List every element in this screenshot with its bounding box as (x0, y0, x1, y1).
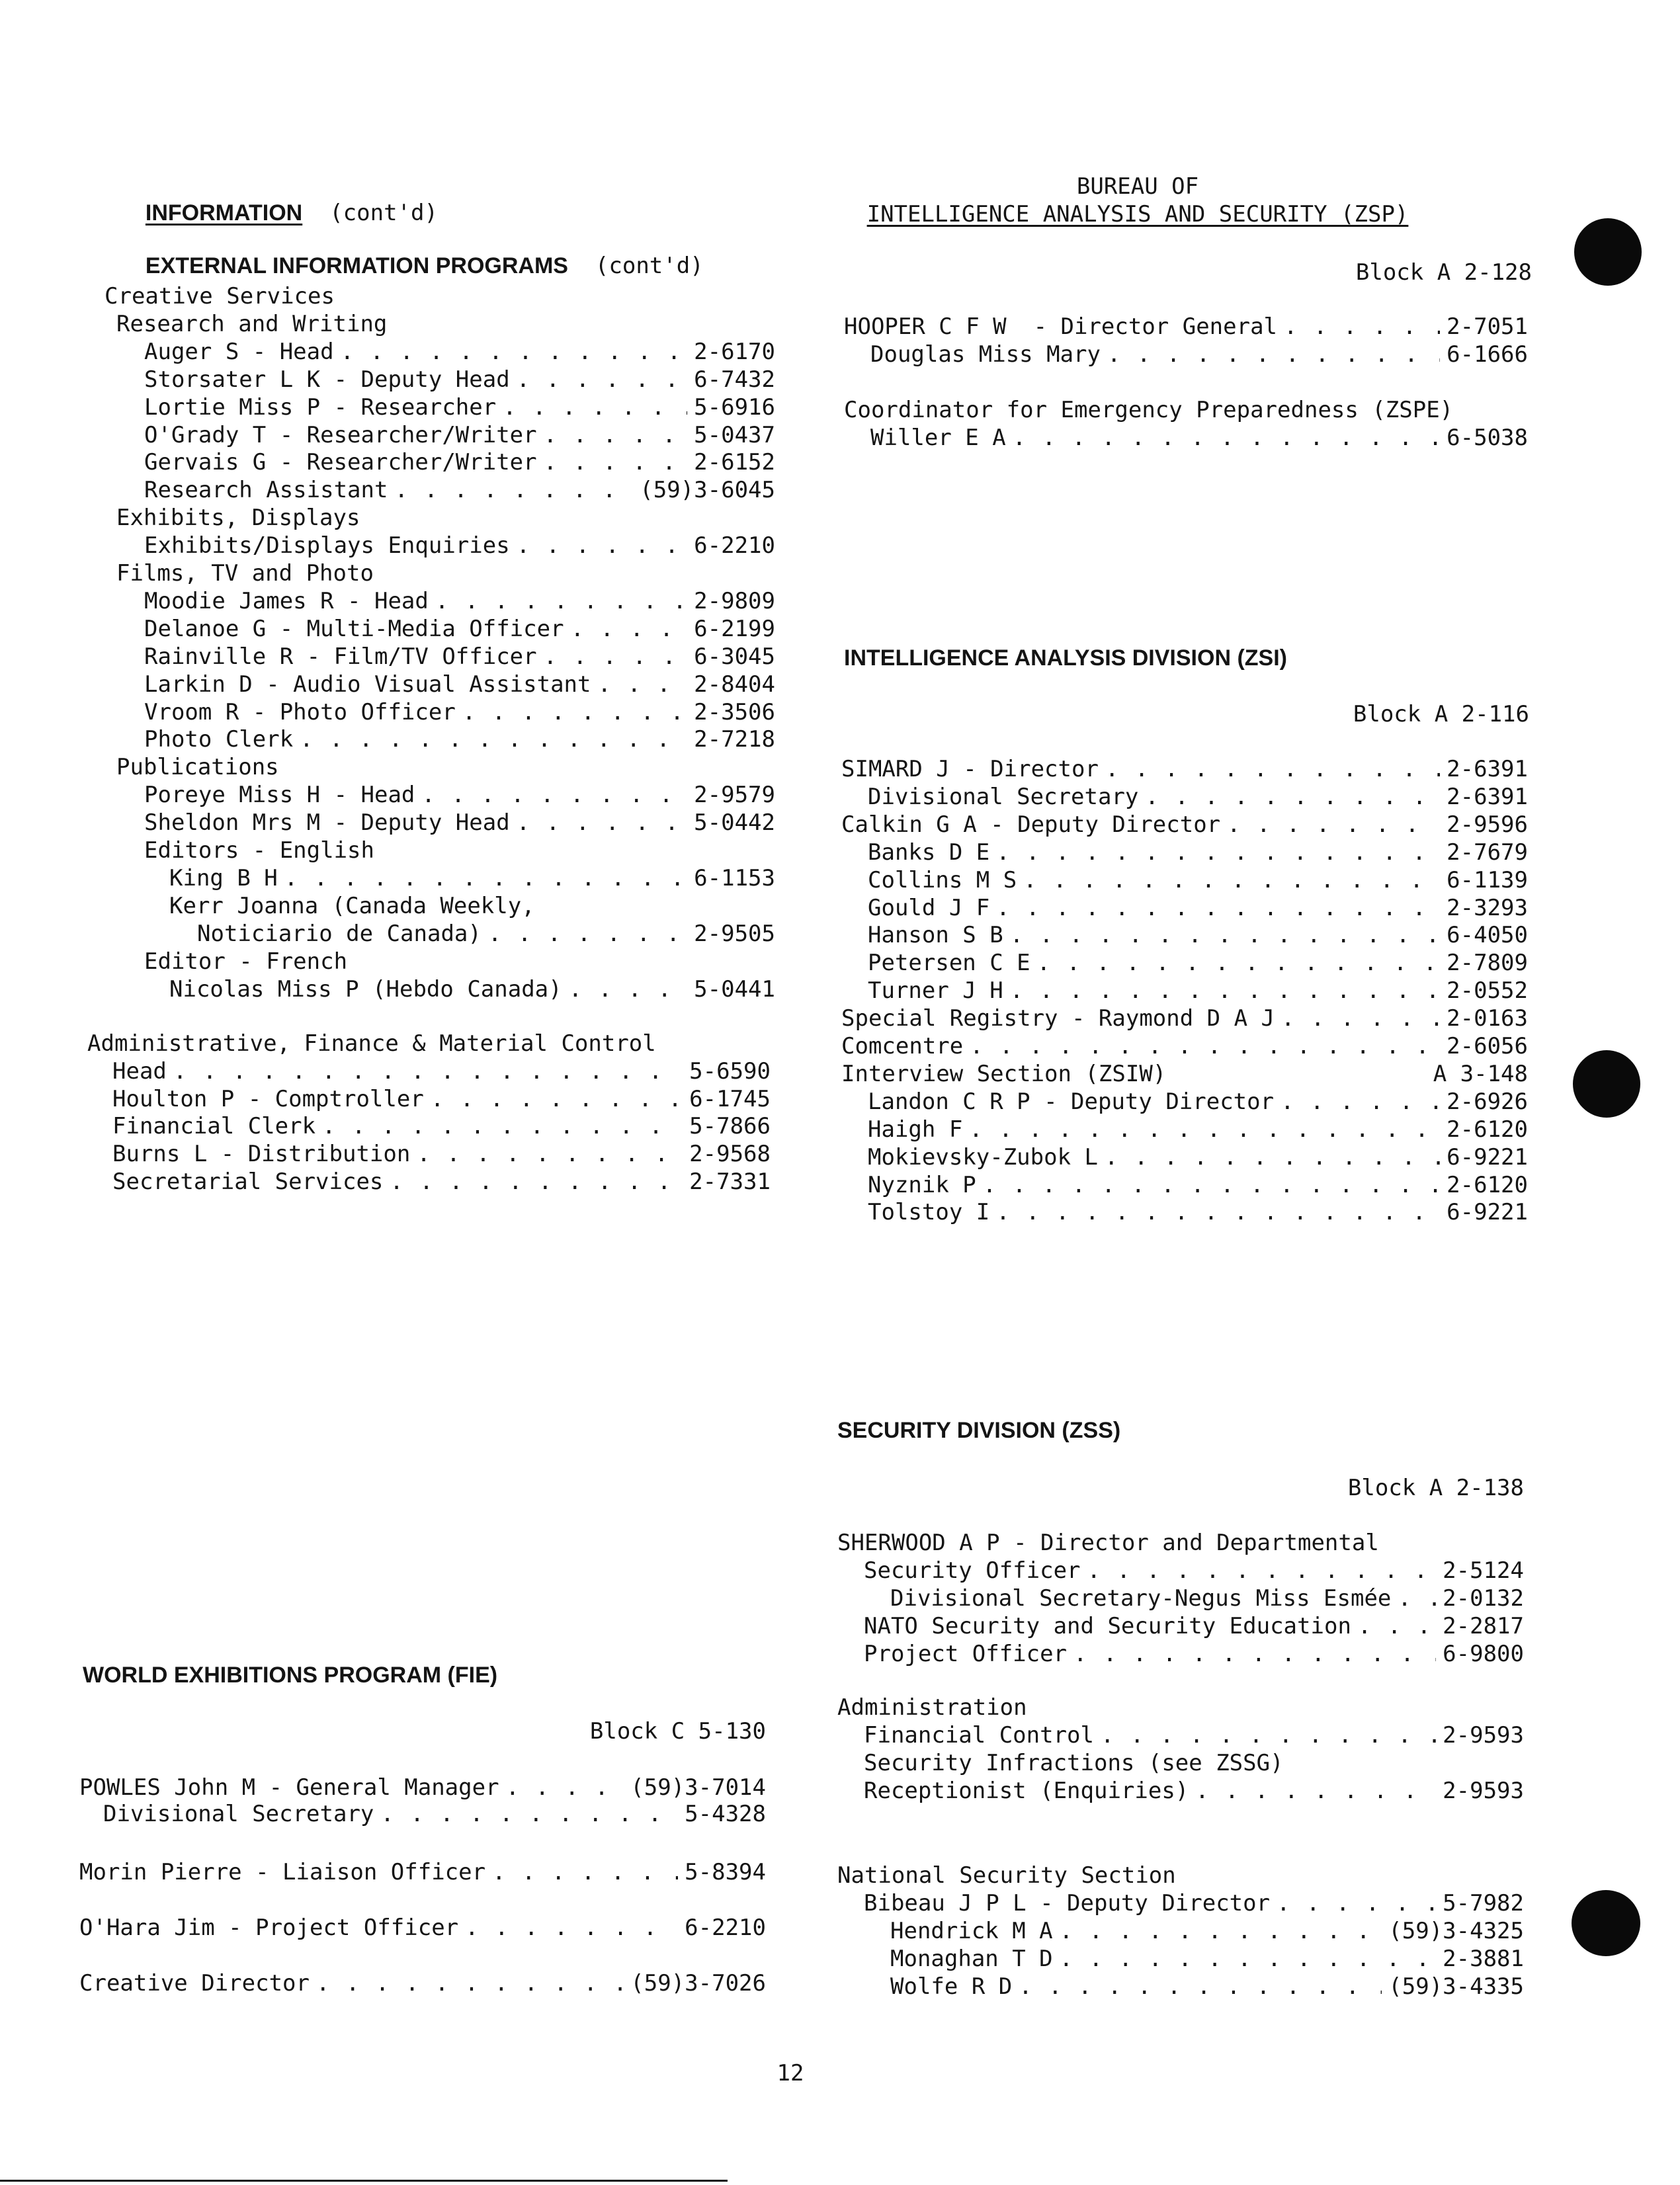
directory-entry (890, 1946, 1524, 1972)
entry-phone: 6-2210 (685, 1915, 766, 1941)
entry-name: POWLES John M - General Manager (79, 1774, 499, 1801)
page-number: 12 (777, 2060, 804, 2086)
entry-phone: 2-9579 (694, 782, 775, 809)
dot-leader (1284, 313, 1440, 340)
entry-phone: 2-6120 (1447, 1116, 1528, 1143)
dot-leader (1105, 756, 1440, 782)
entry-name: Divisional Secretary (868, 783, 1139, 810)
directory-entry (864, 1613, 1524, 1639)
directory-heading (837, 1862, 1524, 1889)
directory-heading (837, 1694, 1524, 1721)
entry-phone: 5-7866 (689, 1113, 771, 1140)
entry-name: Moodie James R - Head (144, 587, 429, 614)
entry-phone: 2-8404 (694, 671, 775, 698)
world-block-location: Block C 5-130 (589, 1718, 766, 1745)
entry-name: Hendrick M A (890, 1917, 1053, 1944)
entry-name: Storsater L K - Deputy Head (144, 366, 510, 393)
entry-phone: 2-6391 (1447, 756, 1528, 782)
heading-text: SHERWOOD A P - Director and Departmental (837, 1530, 1379, 1556)
entry-phone: 2-6152 (694, 449, 775, 476)
entry-phone: 2-7051 (1447, 313, 1528, 340)
directory-entry (868, 922, 1528, 948)
entry-name: Financial Clerk (112, 1113, 316, 1140)
dot-leader (1087, 1557, 1437, 1584)
directory-heading (844, 397, 1528, 423)
entry-name: Divisional Secretary (103, 1801, 374, 1827)
entry-phone: (59)3-4325 (1388, 1917, 1524, 1944)
directory-entry (79, 1970, 766, 1997)
entry-phone: 6-1153 (694, 864, 775, 891)
entry-phone: 2-6926 (1447, 1088, 1528, 1115)
entry-name: Banks D E (868, 839, 990, 866)
directory-entry (868, 839, 1528, 866)
directory-entry (864, 1641, 1524, 1667)
dot-leader (380, 1801, 678, 1827)
entry-name: King B H (169, 864, 278, 891)
directory-heading (841, 1061, 1528, 1087)
dot-leader (969, 1116, 1440, 1143)
directory-entry (868, 1116, 1528, 1143)
entry-name: Delanoe G - Multi-Media Officer (144, 615, 564, 642)
entry-name: Noticiario de Canada) (197, 920, 482, 947)
dot-leader (1145, 784, 1440, 810)
directory-entry (864, 1890, 1524, 1917)
entry-phone: 5-4328 (685, 1801, 766, 1827)
entry-phone: 6-9221 (1447, 1143, 1528, 1171)
entry-name: Photo Clerk (144, 726, 294, 753)
directory-entry (841, 1005, 1528, 1032)
scan-edge-mark (0, 2180, 728, 2182)
entry-phone: 2-0552 (1447, 977, 1528, 1005)
entry-name: O'Grady T - Researcher/Writer (144, 421, 537, 448)
entry-phone: 2-9596 (1447, 811, 1528, 838)
entry-name: Morin Pierre - Liaison Officer (79, 1859, 486, 1885)
directory-entry (868, 895, 1528, 921)
entry-phone: 5-0437 (694, 421, 775, 448)
dot-leader (970, 1033, 1440, 1059)
dot-leader (1281, 1089, 1440, 1115)
dot-leader (1101, 1722, 1436, 1749)
entry-name: Calkin G A - Deputy Director (841, 811, 1221, 838)
directory-entry (868, 950, 1528, 976)
subsection-suffix: (cont'd) (595, 253, 704, 279)
entry-phone: 6-3045 (694, 643, 775, 670)
heading-text: Administrative, Finance & Material Control (87, 1030, 656, 1057)
entry-name: Gould J F (868, 894, 990, 921)
directory-entry (864, 1778, 1524, 1804)
entry-phone: 6-9221 (1447, 1199, 1528, 1226)
section-suffix: (cont'd) (329, 200, 438, 226)
entry-name: Larkin D - Audio Visual Assistant (144, 671, 591, 698)
world-exhibitions-title: WORLD EXHIBITIONS PROGRAM (FIE) (83, 1663, 498, 1688)
entry-name: Landon C R P - Deputy Director (868, 1088, 1275, 1115)
dot-leader (1060, 1918, 1382, 1944)
entry-phone: 6-1666 (1447, 341, 1528, 368)
dot-leader (1227, 811, 1440, 838)
entry-name: Willer E A (870, 425, 1006, 451)
entry-name: SIMARD J - Director (841, 756, 1099, 782)
entry-phone: 2-0163 (1447, 1005, 1528, 1032)
dot-leader (1281, 1005, 1440, 1032)
dot-leader (1073, 1641, 1436, 1667)
directory-entry (870, 341, 1528, 368)
entry-name: Tolstoy I (868, 1199, 990, 1226)
heading-text: Kerr Joanna (Canada Weekly, (169, 892, 535, 919)
entry-name: Monaghan T D (890, 1945, 1053, 1972)
entry-name: Collins M S (868, 866, 1017, 893)
entry-name: Burns L - Distribution (112, 1141, 411, 1168)
dot-leader (996, 895, 1440, 921)
entry-name: Exhibits/Displays Enquiries (144, 532, 510, 559)
entry-phone: 6-1139 (1447, 866, 1528, 893)
entry-phone: 2-5124 (1443, 1557, 1524, 1584)
dot-leader (1277, 1890, 1436, 1917)
dot-leader (1037, 950, 1441, 976)
entry-name: HOOPER C F W - Director General (844, 313, 1278, 340)
entry-phone: (59)3-4335 (1388, 1973, 1524, 2000)
entry-phone: 5-7982 (1443, 1889, 1524, 1917)
entry-phone: 6-1745 (689, 1085, 771, 1112)
heading-text: Films, TV and Photo (116, 560, 374, 587)
bureau-title-line1: BUREAU OF (1076, 173, 1199, 200)
entry-phone: 2-6120 (1447, 1171, 1528, 1198)
entry-name: Research Assistant (144, 477, 388, 504)
directory-entry (79, 1774, 766, 1801)
heading-text: Interview Section (ZSIW) (841, 1060, 1167, 1087)
entry-phone: (59)3-7014 (630, 1774, 766, 1801)
entry-phone: 5-0441 (694, 975, 775, 1003)
hole-punch-bottom (1572, 1890, 1640, 1956)
dot-leader (1010, 977, 1440, 1004)
entry-name: Turner J H (868, 977, 1003, 1005)
entry-phone: 5-6590 (689, 1057, 771, 1085)
heading-text: Creative Services (105, 283, 335, 309)
heading-text: Editor - French (144, 948, 348, 975)
dot-leader (1019, 1973, 1382, 2000)
entry-phone: 2-9505 (694, 920, 775, 947)
entry-phone: 2-7809 (1447, 950, 1528, 977)
entry-name: Sheldon Mrs M - Deputy Head (144, 809, 510, 837)
heading-text: Security Infractions (see ZSSG) (864, 1750, 1284, 1776)
directory-entry (870, 425, 1528, 451)
entry-name: Haigh F (868, 1116, 963, 1143)
dot-leader (983, 1172, 1440, 1198)
dot-leader (1358, 1613, 1436, 1639)
dot-leader (1023, 867, 1440, 893)
directory-entry (868, 1172, 1528, 1198)
entry-phone: 6-4050 (1447, 922, 1528, 949)
entry-phone: 5-8394 (685, 1859, 766, 1885)
dot-leader (1105, 1144, 1440, 1171)
entry-phone: 2-9593 (1443, 1778, 1524, 1804)
directory-entry (890, 1973, 1524, 2000)
entry-name: Security Officer (864, 1557, 1081, 1584)
section-location: A 3-148 (1433, 1060, 1528, 1087)
bureau-title-line2: INTELLIGENCE ANALYSIS AND SECURITY (ZSP) (866, 201, 1409, 227)
entry-name: Douglas Miss Mary (870, 341, 1101, 368)
dot-leader (1010, 922, 1440, 948)
dot-leader (1195, 1778, 1436, 1804)
entry-phone: 2-0132 (1443, 1585, 1524, 1612)
directory-entry (864, 1557, 1524, 1584)
directory-entry (890, 1585, 1524, 1612)
directory-entry (868, 1144, 1528, 1171)
directory-entry (868, 1089, 1528, 1115)
entry-phone: 5-6916 (694, 393, 775, 421)
entry-name: Petersen C E (868, 950, 1030, 977)
dot-leader (1398, 1585, 1436, 1612)
directory-entry (868, 1199, 1528, 1225)
entry-name: Financial Control (864, 1722, 1094, 1749)
entry-phone: (59)3-6045 (640, 477, 775, 504)
bureau-block-location: Block A 2-128 (1355, 259, 1532, 286)
entry-phone: 6-7432 (694, 366, 775, 393)
directory-entry (868, 977, 1528, 1004)
dot-leader (1060, 1946, 1437, 1972)
subsection-title: EXTERNAL INFORMATION PROGRAMS (145, 253, 568, 278)
security-division-title: SECURITY DIVISION (ZSS) (837, 1418, 1121, 1443)
entry-name: Head (112, 1057, 167, 1085)
section-title: INFORMATION (145, 200, 303, 226)
entry-phone: 6-9800 (1443, 1640, 1524, 1667)
directory-heading (864, 1750, 1524, 1776)
entry-name: Divisional Secretary-Negus Miss Esmée (890, 1585, 1392, 1612)
entry-phone: 5-0442 (694, 809, 775, 837)
entry-phone: 6-2199 (694, 615, 775, 642)
entry-phone: 2-3506 (694, 698, 775, 725)
entry-phone: 2-7218 (694, 726, 775, 753)
directory-entry (868, 867, 1528, 893)
dot-leader (506, 1774, 624, 1801)
entry-phone: 2-9568 (689, 1141, 771, 1168)
dot-leader (492, 1859, 678, 1885)
entry-phone: 2-9809 (694, 587, 775, 614)
entry-name: Mokievsky-Zubok L (868, 1143, 1098, 1171)
heading-text: Coordinator for Emergency Preparedness (ZSPE) (844, 397, 1454, 423)
dot-leader (996, 1199, 1440, 1225)
entry-name: Gervais G - Researcher/Writer (144, 449, 537, 476)
directory-entry (79, 1859, 766, 1885)
heading-text: Editors - English (144, 837, 374, 864)
entry-phone: 6-2210 (694, 532, 775, 559)
entry-name: Rainville R - Film/TV Officer (144, 643, 537, 670)
directory-entry (103, 1801, 766, 1827)
entry-name: Comcentre (841, 1033, 964, 1059)
entry-name: Special Registry - Raymond D A J (841, 1005, 1275, 1032)
heading-text: Research and Writing (116, 310, 388, 337)
entry-name: Creative Director (79, 1970, 310, 1997)
entry-name: O'Hara Jim - Project Officer (79, 1915, 459, 1941)
entry-phone: 2-7679 (1447, 839, 1528, 866)
entry-phone: 2-9593 (1443, 1722, 1524, 1749)
intel-block-location: Block A 2-116 (1353, 701, 1529, 727)
directory-entry (890, 1918, 1524, 1944)
entry-name: Nicolas Miss P (Hebdo Canada) (169, 975, 562, 1003)
directory-entry (844, 313, 1528, 340)
entry-phone: 2-3881 (1443, 1945, 1524, 1972)
directory-entry (868, 784, 1528, 810)
entry-phone: 2-6056 (1447, 1033, 1528, 1059)
directory-entry (841, 811, 1528, 838)
entry-name: Secretarial Services (112, 1169, 384, 1195)
directory-heading (837, 1530, 1524, 1556)
hole-punch-middle (1573, 1050, 1640, 1118)
directory-entry (841, 1033, 1528, 1059)
entry-name: Bibeau J P L - Deputy Director (864, 1889, 1271, 1917)
dot-leader (316, 1970, 624, 1997)
heading-text: Exhibits, Displays (116, 505, 360, 532)
entry-name: Poreye Miss H - Head (144, 782, 415, 809)
entry-phone: 2-6391 (1447, 783, 1528, 810)
entry-name: Receptionist (Enquiries) (864, 1778, 1189, 1804)
entry-name: Nyznik P (868, 1171, 976, 1198)
dot-leader (465, 1915, 678, 1941)
entry-name: Vroom R - Photo Officer (144, 698, 456, 725)
security-block-location: Block A 2-138 (1347, 1475, 1524, 1501)
directory-entry (79, 1915, 766, 1941)
entry-phone: 2-7331 (689, 1169, 771, 1195)
entry-name: Wolfe R D (890, 1973, 1013, 2000)
dot-leader (1107, 341, 1440, 368)
directory-entry (841, 756, 1528, 782)
entry-name: Hanson S B (868, 922, 1003, 949)
entry-name: Auger S - Head (144, 338, 334, 365)
intel-division-title: INTELLIGENCE ANALYSIS DIVISION (ZSI) (844, 645, 1287, 671)
entry-name: NATO Security and Security Education (864, 1612, 1351, 1639)
directory-entry (864, 1722, 1524, 1749)
entry-phone: 6-5038 (1447, 425, 1528, 451)
entry-phone: 2-3293 (1447, 894, 1528, 921)
hole-punch-top (1574, 218, 1642, 286)
heading-text: National Security Section (837, 1862, 1176, 1889)
dot-leader (1013, 425, 1440, 451)
entry-phone: (59)3-7026 (630, 1970, 766, 1997)
entry-phone: 2-2817 (1443, 1612, 1524, 1639)
heading-text: Administration (837, 1694, 1027, 1721)
entry-name: Houlton P - Comptroller (112, 1085, 424, 1112)
entry-name: Project Officer (864, 1640, 1068, 1667)
dot-leader (996, 839, 1440, 866)
entry-name: Lortie Miss P - Researcher (144, 393, 497, 421)
entry-phone: 2-6170 (694, 338, 775, 365)
heading-text: Publications (116, 754, 279, 781)
